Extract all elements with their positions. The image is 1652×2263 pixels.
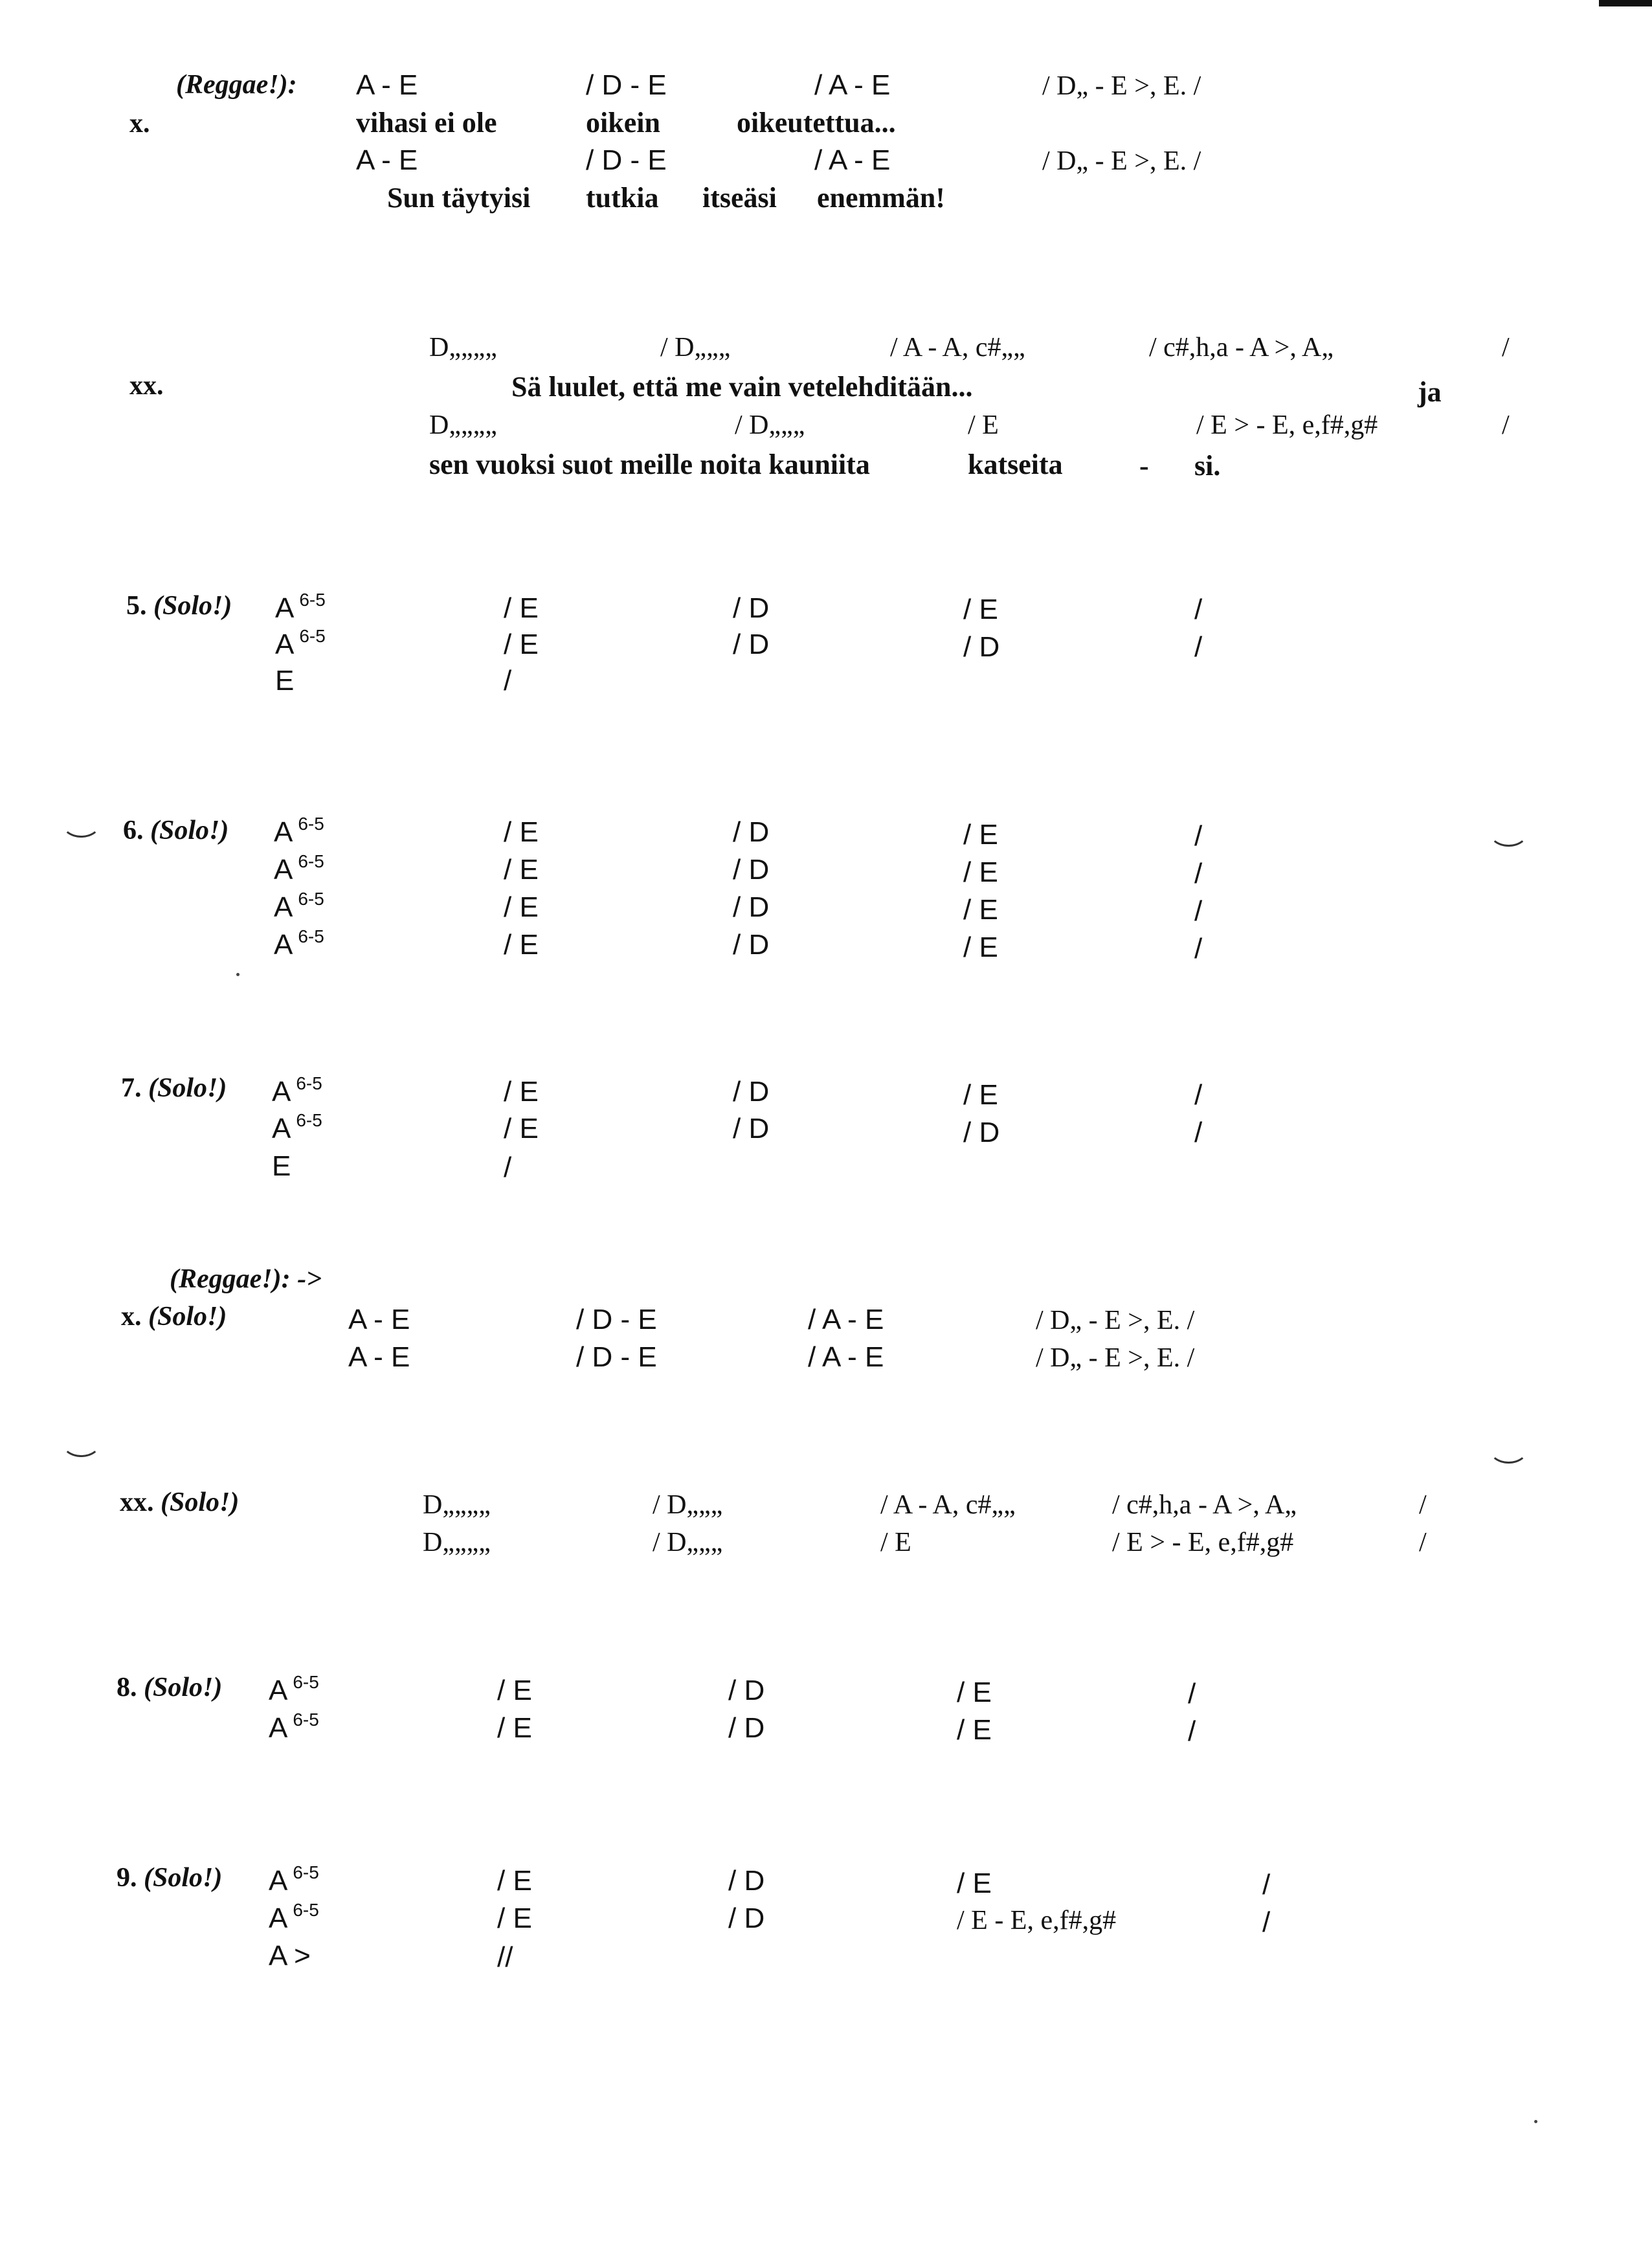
chord: / <box>1194 1079 1203 1111</box>
chord: / E <box>957 1714 992 1746</box>
binder-hole-mark <box>61 808 101 838</box>
chord: / E <box>504 1076 539 1108</box>
chord: A > <box>269 1940 311 1972</box>
lyric: Sun täytyisi <box>387 182 531 214</box>
chord: / E <box>963 931 998 963</box>
chord: / <box>1262 1906 1271 1938</box>
chord: / A - E <box>814 144 891 176</box>
chord: / D <box>963 1117 1000 1148</box>
chord: / A - A, c#„„ <box>890 333 1025 362</box>
lyric: sen vuoksi suot meille noita kauniita <box>429 449 870 480</box>
binder-hole-mark <box>1489 1434 1528 1464</box>
lyric: vihasi ei ole <box>356 107 497 139</box>
chord: / D - E <box>586 69 667 101</box>
chord: / E <box>504 629 539 660</box>
chord: / D - E <box>576 1341 657 1373</box>
chord: A - E <box>348 1304 410 1335</box>
chord: / <box>1502 333 1510 362</box>
chord: / D„ - E >, E. / <box>1036 1343 1195 1373</box>
chord: / <box>1194 933 1203 964</box>
chord: / E <box>504 816 539 848</box>
chord: / <box>1194 1117 1203 1148</box>
chord: / <box>1188 1678 1196 1710</box>
chord: / <box>504 1152 512 1183</box>
chord: / A - E <box>808 1341 884 1373</box>
chord: / E <box>957 1867 992 1899</box>
chord: / D - E <box>576 1304 657 1335</box>
chord: / c#,h,a - A >, A„ <box>1149 333 1334 362</box>
chord: / E <box>957 1677 992 1708</box>
chord: / D <box>733 1113 770 1144</box>
chord: D„„„„ <box>429 410 497 440</box>
chord: / E <box>504 1113 539 1144</box>
chord: / E - E, e,f#,g# <box>957 1906 1117 1935</box>
chord: / D„ - E >, E. / <box>1042 146 1201 176</box>
chord: / E <box>963 856 998 888</box>
scan-speck <box>236 973 240 976</box>
chord: / D <box>733 629 770 660</box>
chord: / E <box>497 1712 532 1744</box>
chord: / D„„„ <box>660 333 731 362</box>
chord: / D <box>733 1076 770 1108</box>
chord: D„„„„ <box>423 1490 491 1520</box>
binder-hole-mark <box>1489 817 1528 847</box>
chord: / E <box>504 891 539 923</box>
chord: A $^{6-5}$ <box>275 590 326 624</box>
chord: / A - A, c#„„ <box>880 1490 1016 1520</box>
chord: / D„ - E >, E. / <box>1042 71 1201 101</box>
chord: A $^{6-5}$ <box>274 926 324 961</box>
chord: D„„„„ <box>429 333 497 362</box>
lyric: ja <box>1418 376 1442 408</box>
chord: / D <box>728 1902 765 1934</box>
chord: / <box>1194 895 1203 927</box>
chord: / <box>1194 631 1203 663</box>
chord: / E <box>504 592 539 624</box>
lyric: oikeutettua... <box>737 107 896 139</box>
lyric: katseita <box>968 449 1063 480</box>
chord: A $^{6-5}$ <box>269 1862 319 1897</box>
chord: / E <box>497 1675 532 1706</box>
section-label: x. <box>129 109 150 139</box>
chord: / A - E <box>814 69 891 101</box>
chord: / A - E <box>808 1304 884 1335</box>
section-label: xx. <box>129 371 164 401</box>
section-label: xx. (Solo!) <box>120 1488 240 1517</box>
section-label: 5. (Solo!) <box>126 591 232 621</box>
chord: / D <box>733 929 770 961</box>
chord: / <box>504 665 512 697</box>
chord: / E <box>963 1079 998 1111</box>
chord: / D <box>733 891 770 923</box>
chord: / E <box>504 854 539 886</box>
chord: / D <box>963 631 1000 663</box>
chord: A $^{6-5}$ <box>269 1710 319 1744</box>
section-label: 6. (Solo!) <box>123 816 229 845</box>
section-label: 8. (Solo!) <box>117 1673 223 1702</box>
chord: / E > - E, e,f#,g# <box>1112 1528 1294 1557</box>
chord: / D <box>728 1865 765 1897</box>
chord: / D„ - E >, E. / <box>1036 1306 1195 1335</box>
chord: A $^{6-5}$ <box>274 889 324 923</box>
chord: D„„„„ <box>423 1528 491 1557</box>
chord: / E <box>968 410 999 440</box>
chord: / D <box>733 854 770 886</box>
chord: / D„„„ <box>735 410 805 440</box>
chord: / D <box>728 1712 765 1744</box>
lyric: tutkia <box>586 182 659 214</box>
chord: / E <box>504 929 539 961</box>
style-label: (Reggae!): -> <box>170 1264 322 1294</box>
chord: A $^{6-5}$ <box>269 1672 319 1706</box>
chord: / c#,h,a - A >, A„ <box>1112 1490 1297 1520</box>
section-label: x. (Solo!) <box>121 1302 227 1332</box>
chord: // <box>497 1941 513 1973</box>
chord: / E <box>963 594 998 625</box>
chord: E <box>272 1150 291 1182</box>
chord: / D <box>733 592 770 624</box>
chord: / E <box>963 894 998 926</box>
style-label: (Reggae!): <box>176 70 297 100</box>
lyric: si. <box>1194 450 1221 482</box>
chord: / E <box>963 819 998 851</box>
chord: / D„„„ <box>653 1490 723 1520</box>
chord: / D <box>733 816 770 848</box>
chord: / E <box>880 1528 911 1557</box>
scan-speck <box>1534 2120 1537 2123</box>
chord: / <box>1194 594 1203 625</box>
chord: / E <box>497 1902 532 1934</box>
chord: / D <box>728 1675 765 1706</box>
binder-hole-mark <box>61 1427 101 1457</box>
chord: A $^{6-5}$ <box>272 1110 322 1144</box>
chord: / <box>1419 1490 1427 1520</box>
chord: A $^{6-5}$ <box>274 851 324 886</box>
lyric: oikein <box>586 107 660 139</box>
section-label: 7. (Solo!) <box>121 1073 227 1103</box>
chord: / E > - E, e,f#,g# <box>1196 410 1378 440</box>
chord: / D„„„ <box>653 1528 723 1557</box>
chord: A - E <box>348 1341 410 1373</box>
chord: A $^{6-5}$ <box>272 1073 322 1108</box>
chord: A $^{6-5}$ <box>269 1900 319 1934</box>
lyric: - <box>1139 450 1149 482</box>
chord: A - E <box>356 69 418 101</box>
lyric: Sä luulet, että me vain vetelehditään... <box>511 371 973 403</box>
chord: / <box>1194 858 1203 889</box>
chord: A - E <box>356 144 418 176</box>
chord: / <box>1502 410 1510 440</box>
scan-edge-mark <box>1599 0 1652 6</box>
lyric: enemmän! <box>817 182 945 214</box>
chord: A $^{6-5}$ <box>275 626 326 660</box>
chord: / <box>1419 1528 1427 1557</box>
chord: / <box>1188 1715 1196 1747</box>
chord: E <box>275 665 295 697</box>
lyric: itseäsi <box>702 182 777 214</box>
chord: / <box>1262 1869 1271 1901</box>
chord: / D - E <box>586 144 667 176</box>
chord: A $^{6-5}$ <box>274 814 324 848</box>
chord: / E <box>497 1865 532 1897</box>
chord: / <box>1194 820 1203 852</box>
section-label: 9. (Solo!) <box>117 1863 223 1893</box>
